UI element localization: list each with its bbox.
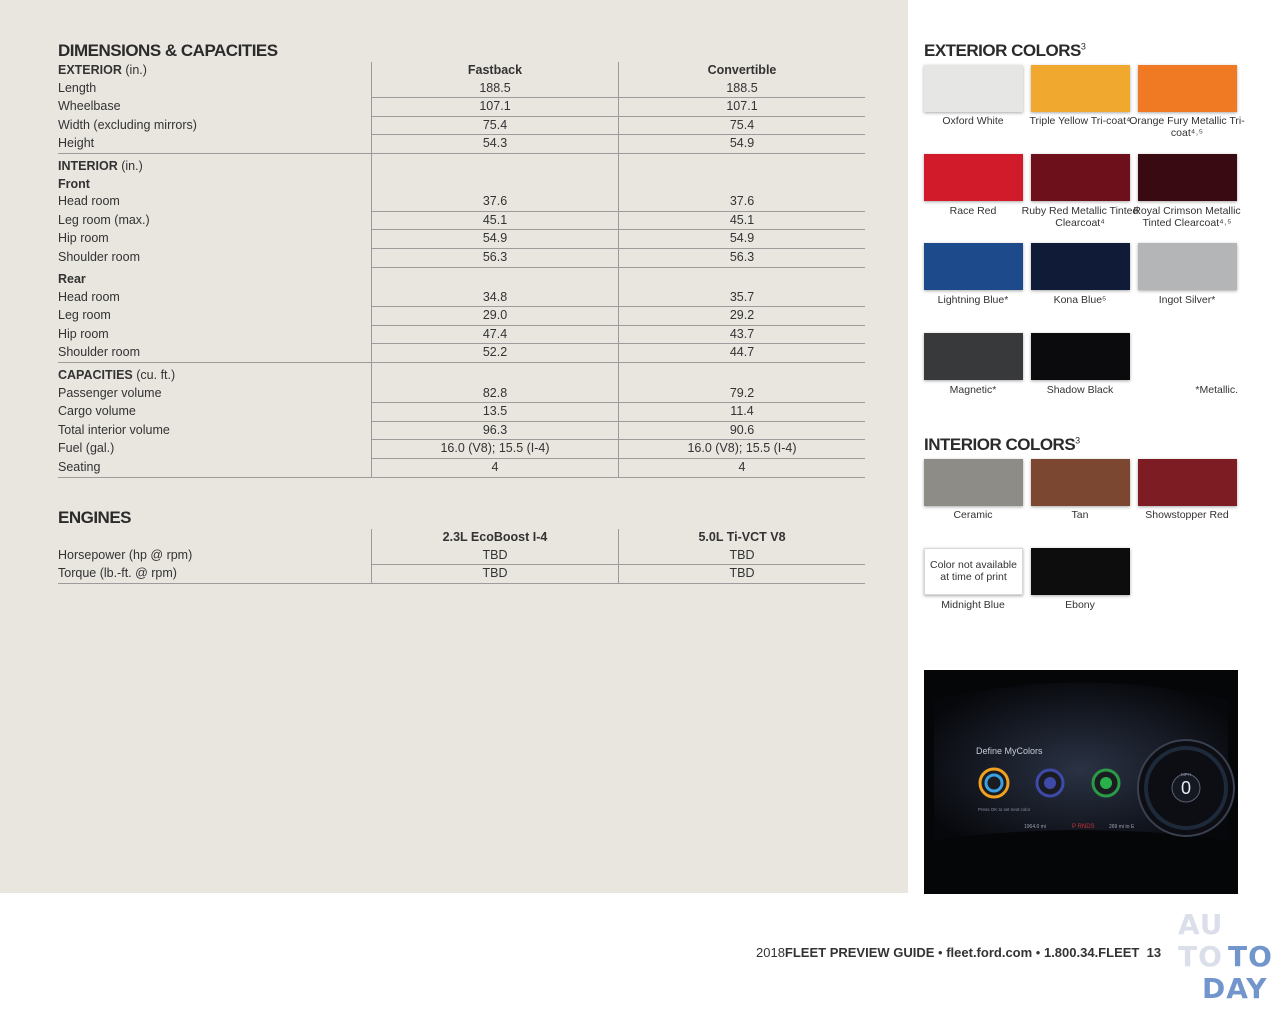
- swatch-ruby-red: [1031, 154, 1130, 201]
- swatch-name: Magnetic*: [949, 384, 997, 396]
- footer-sep: •: [1032, 945, 1044, 960]
- row-label: Width (excluding mirrors): [58, 117, 197, 132]
- row-value-convertible: 45.1: [619, 211, 866, 230]
- exterior-label: EXTERIOR: [58, 63, 122, 77]
- dimensions-title: DIMENSIONS & CAPACITIES: [58, 41, 278, 60]
- column-v8: 5.0L Ti-VCT V8: [619, 529, 866, 547]
- table-row: [58, 565, 865, 584]
- interior-heading: [58, 153, 372, 175]
- row-value-convertible: 79.2: [619, 385, 866, 403]
- row-value-convertible: 54.9: [619, 230, 866, 249]
- row-value-fastback: 82.8: [372, 385, 619, 403]
- row-value-fastback: 37.6: [372, 193, 619, 211]
- row-label: Length: [58, 80, 97, 95]
- table-row: [58, 248, 865, 267]
- swatch-name: Royal Crimson Metallic Tinted Clearcoat⁴˒⁵: [1133, 205, 1241, 229]
- swatch-oxford-white: [924, 65, 1023, 112]
- table-row: [58, 211, 865, 230]
- row-value-convertible: 4: [619, 458, 866, 477]
- row-value-convertible: 44.7: [619, 344, 866, 363]
- swatch-name: Lightning Blue*: [937, 294, 1009, 306]
- row-label: Shoulder room: [58, 249, 140, 264]
- row-value-fastback: 54.9: [372, 230, 619, 249]
- swatch-midnight-blue-unavailable: Color not available at time of print: [924, 548, 1023, 595]
- row-value-convertible: 56.3: [619, 248, 866, 267]
- row-value-fastback: 56.3: [372, 248, 619, 267]
- row-value-fastback: 188.5: [372, 80, 619, 98]
- swatch-name: Shadow Black: [1046, 384, 1114, 396]
- watermark-day: DAY: [1202, 972, 1268, 1005]
- footer-guide: FLEET PREVIEW GUIDE: [784, 945, 935, 960]
- row-value-v8: TBD: [619, 565, 866, 584]
- dash-title: Define MyColors: [976, 746, 1043, 756]
- interior-colors-title-text: INTERIOR COLORS: [924, 435, 1076, 454]
- row-value-fastback: 29.0: [372, 307, 619, 326]
- swatch-name: Ceramic: [953, 509, 993, 521]
- swatch-name: Race Red: [949, 205, 997, 217]
- row-value-convertible: 29.2: [619, 307, 866, 326]
- swatch-orange-fury: [1138, 65, 1237, 112]
- table-row: [58, 403, 865, 422]
- row-label: Hip room: [58, 326, 109, 341]
- interior-colors-title: [924, 435, 1080, 455]
- exterior-colors-title-text: EXTERIOR COLORS: [924, 41, 1081, 60]
- swatch-name: Oxford White: [942, 115, 1004, 127]
- row-value-convertible: 188.5: [619, 80, 866, 98]
- engines-header-row: [58, 529, 865, 547]
- row-value-convertible: 35.7: [619, 289, 866, 307]
- page-number: 13: [1146, 945, 1162, 960]
- capacities-heading: [58, 363, 372, 385]
- exterior-colors-footnote: 3: [1080, 41, 1086, 52]
- footer-site: fleet.ford.com: [946, 945, 1033, 960]
- row-label: Leg room (max.): [58, 212, 150, 227]
- front-heading-row: [58, 176, 865, 194]
- column-fastback: Fastback: [372, 62, 619, 80]
- table-row: [58, 458, 865, 477]
- swatch-tan: [1031, 459, 1130, 506]
- row-value-fastback: 16.0 (V8); 15.5 (I-4): [372, 440, 619, 459]
- watermark-to: TO: [1228, 940, 1273, 973]
- trip-readout: 1964.0 mi: [1024, 824, 1046, 830]
- row-value-fastback: 52.2: [372, 344, 619, 363]
- row-value-convertible: 11.4: [619, 403, 866, 422]
- swatch-triple-yellow: [1031, 65, 1130, 112]
- swatch-shadow-black: [1031, 333, 1130, 380]
- swatch-showstopper-red: [1138, 459, 1237, 506]
- table-row: [58, 307, 865, 326]
- footer-sep: •: [934, 945, 947, 960]
- row-value-fastback: 47.4: [372, 325, 619, 344]
- column-ecoboost: 2.3L EcoBoost I-4: [372, 529, 619, 547]
- swatch-royal-crimson: [1138, 154, 1237, 201]
- swatch-name: Showstopper Red: [1145, 509, 1229, 521]
- swatch-ebony: [1031, 548, 1130, 595]
- swatch-name: Ruby Red Metallic Tinted Clearcoat⁴: [1021, 205, 1139, 229]
- capacities-label: CAPACITIES: [58, 368, 133, 382]
- footer: [756, 945, 1161, 960]
- table-row: [58, 230, 865, 249]
- swatch-magnetic: [924, 333, 1023, 380]
- row-value-fastback: 34.8: [372, 289, 619, 307]
- row-value-fastback: 4: [372, 458, 619, 477]
- row-label: Head room: [58, 289, 120, 304]
- table-row: [58, 193, 865, 211]
- row-label: Cargo volume: [58, 404, 136, 419]
- table-row: [58, 80, 865, 98]
- swatch-name: Triple Yellow Tri-coat⁴: [1029, 115, 1131, 127]
- table-row: [58, 440, 865, 459]
- speed-unit: MPH: [1181, 772, 1191, 777]
- swatch-ingot-silver: [1138, 243, 1237, 290]
- watermark-to-outline: TO: [1178, 940, 1223, 973]
- row-value-fastback: 54.3: [372, 135, 619, 154]
- swatch-name: Ingot Silver*: [1158, 294, 1216, 306]
- rear-heading-row: [58, 267, 865, 289]
- row-label: Height: [58, 135, 372, 154]
- row-value-ecoboost: TBD: [372, 565, 619, 584]
- swatch-name: Kona Blue⁵: [1053, 294, 1107, 306]
- capacities-unit: (cu. ft.): [136, 368, 176, 382]
- table-row: [58, 344, 865, 363]
- gear-readout: P RNDS: [1072, 824, 1095, 830]
- swatch-kona-blue: [1031, 243, 1130, 290]
- row-label: Seating: [58, 458, 372, 477]
- front-label: Front: [58, 176, 90, 191]
- exterior-heading: [58, 62, 372, 80]
- footer-year: 2018: [756, 945, 785, 960]
- table-header-row: [58, 62, 865, 80]
- row-value-convertible: 90.6: [619, 421, 866, 440]
- column-convertible: Convertible: [619, 62, 866, 80]
- swatch-ceramic: [924, 459, 1023, 506]
- row-value-fastback: 96.3: [372, 421, 619, 440]
- exterior-unit: (in.): [125, 63, 147, 77]
- table-row: [58, 98, 865, 117]
- exterior-colors-title: [924, 41, 1085, 61]
- interior-colors-footnote: 3: [1075, 435, 1080, 446]
- row-value-ecoboost: TBD: [372, 547, 619, 565]
- table-row: [58, 547, 865, 565]
- table-row: [58, 116, 865, 135]
- row-label: Horsepower (hp @ rpm): [58, 547, 193, 562]
- swatch-race-red: [924, 154, 1023, 201]
- rear-label: Rear: [58, 272, 86, 287]
- swatch-name: Midnight Blue: [941, 599, 1005, 611]
- row-label: Total interior volume: [58, 422, 170, 437]
- watermark-au: AU: [1178, 908, 1224, 941]
- color-wheel-icon: [980, 769, 1008, 797]
- swatch-name: Tan: [1071, 509, 1089, 521]
- row-label: Leg room: [58, 308, 111, 323]
- speed-readout: 0: [1180, 778, 1192, 798]
- row-value-fastback: 107.1: [372, 98, 619, 117]
- row-value-convertible: 16.0 (V8); 15.5 (I-4): [619, 440, 866, 459]
- dashboard-photo: [924, 670, 1238, 894]
- row-label: Hip room: [58, 231, 109, 246]
- interior-heading-row: [58, 153, 865, 175]
- dash-hint: Press OK to set next color: [978, 807, 1031, 812]
- interior-unit: (in.): [121, 158, 143, 173]
- table-row: [58, 385, 865, 403]
- engines-title: ENGINES: [58, 508, 132, 527]
- table-row: [58, 421, 865, 440]
- row-label: Shoulder room: [58, 344, 372, 363]
- row-value-fastback: 45.1: [372, 211, 619, 230]
- row-value-fastback: 75.4: [372, 116, 619, 135]
- engines-table: [58, 529, 865, 584]
- row-value-v8: TBD: [619, 547, 866, 565]
- row-label: Head room: [58, 194, 120, 209]
- footer-phone: 1.800.34.FLEET: [1043, 945, 1140, 960]
- metallic-note: *Metallic.: [1195, 384, 1238, 396]
- row-value-convertible: 43.7: [619, 325, 866, 344]
- swatch-name: Ebony: [1065, 599, 1095, 611]
- row-label: Wheelbase: [58, 99, 121, 114]
- range-readout: 269 mi to E: [1109, 824, 1135, 830]
- table-row: [58, 135, 865, 154]
- interior-label: INTERIOR: [58, 158, 118, 173]
- row-value-convertible: 37.6: [619, 193, 866, 211]
- row-value-convertible: 54.9: [619, 135, 866, 154]
- row-label: Passenger volume: [58, 385, 162, 400]
- dimensions-table: [58, 62, 865, 478]
- row-label: Torque (lb.-ft. @ rpm): [58, 565, 372, 584]
- row-label: Fuel (gal.): [58, 441, 115, 456]
- row-value-convertible: 75.4: [619, 116, 866, 135]
- table-row: [58, 325, 865, 344]
- row-value-convertible: 107.1: [619, 98, 866, 117]
- swatch-name: Orange Fury Metallic Tri-coat⁴˒⁵: [1129, 115, 1245, 139]
- swatch-lightning-blue: [924, 243, 1023, 290]
- row-value-fastback: 13.5: [372, 403, 619, 422]
- table-row: [58, 289, 865, 307]
- capacities-heading-row: [58, 363, 865, 385]
